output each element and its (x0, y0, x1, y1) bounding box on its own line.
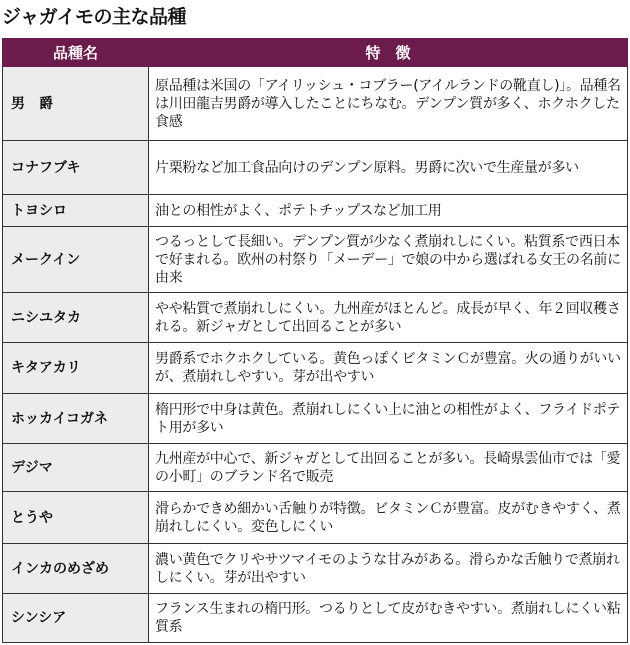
variety-name-cell: メークイン (3, 227, 149, 293)
variety-name-cell: ニシユタカ (3, 293, 149, 343)
table-row (3, 594, 628, 643)
variety-name-cell: コナフブキ (3, 141, 149, 195)
table-row (3, 394, 628, 444)
variety-description-cell: 九州産が中心で、新ジャガとして出回ることが多い。長崎県雲仙市では「愛の小町」のブランド名で販売 (149, 444, 628, 492)
variety-description-cell: 楕円形で中身は黄色。煮崩れしにくい上に油との相性がよく、フライドポテト用が多い (149, 394, 628, 444)
variety-description-cell: フランス生まれの楕円形。つるりとして皮がむきやすい。煮崩れしにくい粘質系 (149, 594, 628, 643)
variety-name-cell: デジマ (3, 444, 149, 492)
variety-description-cell: 男爵系でホクホクしている。黄色っぽくビタミンＣが豊富。火の通りがいいが、煮崩れしやすい。芽が出やすい (149, 343, 628, 394)
variety-description-cell: やや粘質で煮崩れしにくい。九州産がほとんど。成長が早く、年２回収穫される。新ジャガとして出回ることが多い (149, 293, 628, 343)
variety-name-cell: とうや (3, 492, 149, 544)
table-row (3, 492, 628, 544)
variety-description-cell: 片栗粉など加工食品向けのデンプン原料。男爵に次いで生産量が多い (149, 141, 628, 195)
variety-description-cell: 滑らかできめ細かい舌触りが特徴。ビタミンＣが豊富。皮がむきやすく、煮崩れしにくい。変色しにくい (149, 492, 628, 544)
table-row (3, 195, 628, 227)
table-row (3, 343, 628, 394)
variety-name-cell: ホッカイコガネ (3, 394, 149, 444)
variety-name-cell: キタアカリ (3, 343, 149, 394)
table-row (3, 544, 628, 594)
variety-name-cell: シンシア (3, 594, 149, 643)
variety-description-cell: つるっとして長細い。デンプン質が少なく煮崩れしにくい。粘質系で西日本で好まれる。欧州の村祭り「メーデー」で娘の中から選ばれる女王の名前に由来 (149, 227, 628, 293)
table-row (3, 293, 628, 343)
potato-variety-table (2, 38, 628, 643)
column-header-variety-name: 品種名 (3, 39, 149, 67)
table-row (3, 67, 628, 141)
page-title: ジャガイモの主な品種 (2, 6, 187, 28)
variety-description-cell: 原品種は米国の「アイリッシュ・コブラー(アイルランドの靴直し)」。品種名は川田龍吉男爵が導入したことにちなむ。デンプン質が多く、ホクホクした食感 (149, 67, 628, 141)
variety-description-cell: 濃い黄色でクリやサツマイモのような甘みがある。滑らかな舌触りで煮崩れしにくい。芽が出やすい (149, 544, 628, 594)
table-header-row (3, 39, 628, 67)
variety-name-cell: インカのめざめ (3, 544, 149, 594)
table-row (3, 227, 628, 293)
variety-name-cell: 男 爵 (3, 67, 149, 141)
table-row (3, 444, 628, 492)
variety-name-cell: トヨシロ (3, 195, 149, 227)
table-row (3, 141, 628, 195)
variety-description-cell: 油との相性がよく、ポテトチップスなど加工用 (149, 195, 628, 227)
column-header-features: 特 徴 (149, 39, 628, 67)
